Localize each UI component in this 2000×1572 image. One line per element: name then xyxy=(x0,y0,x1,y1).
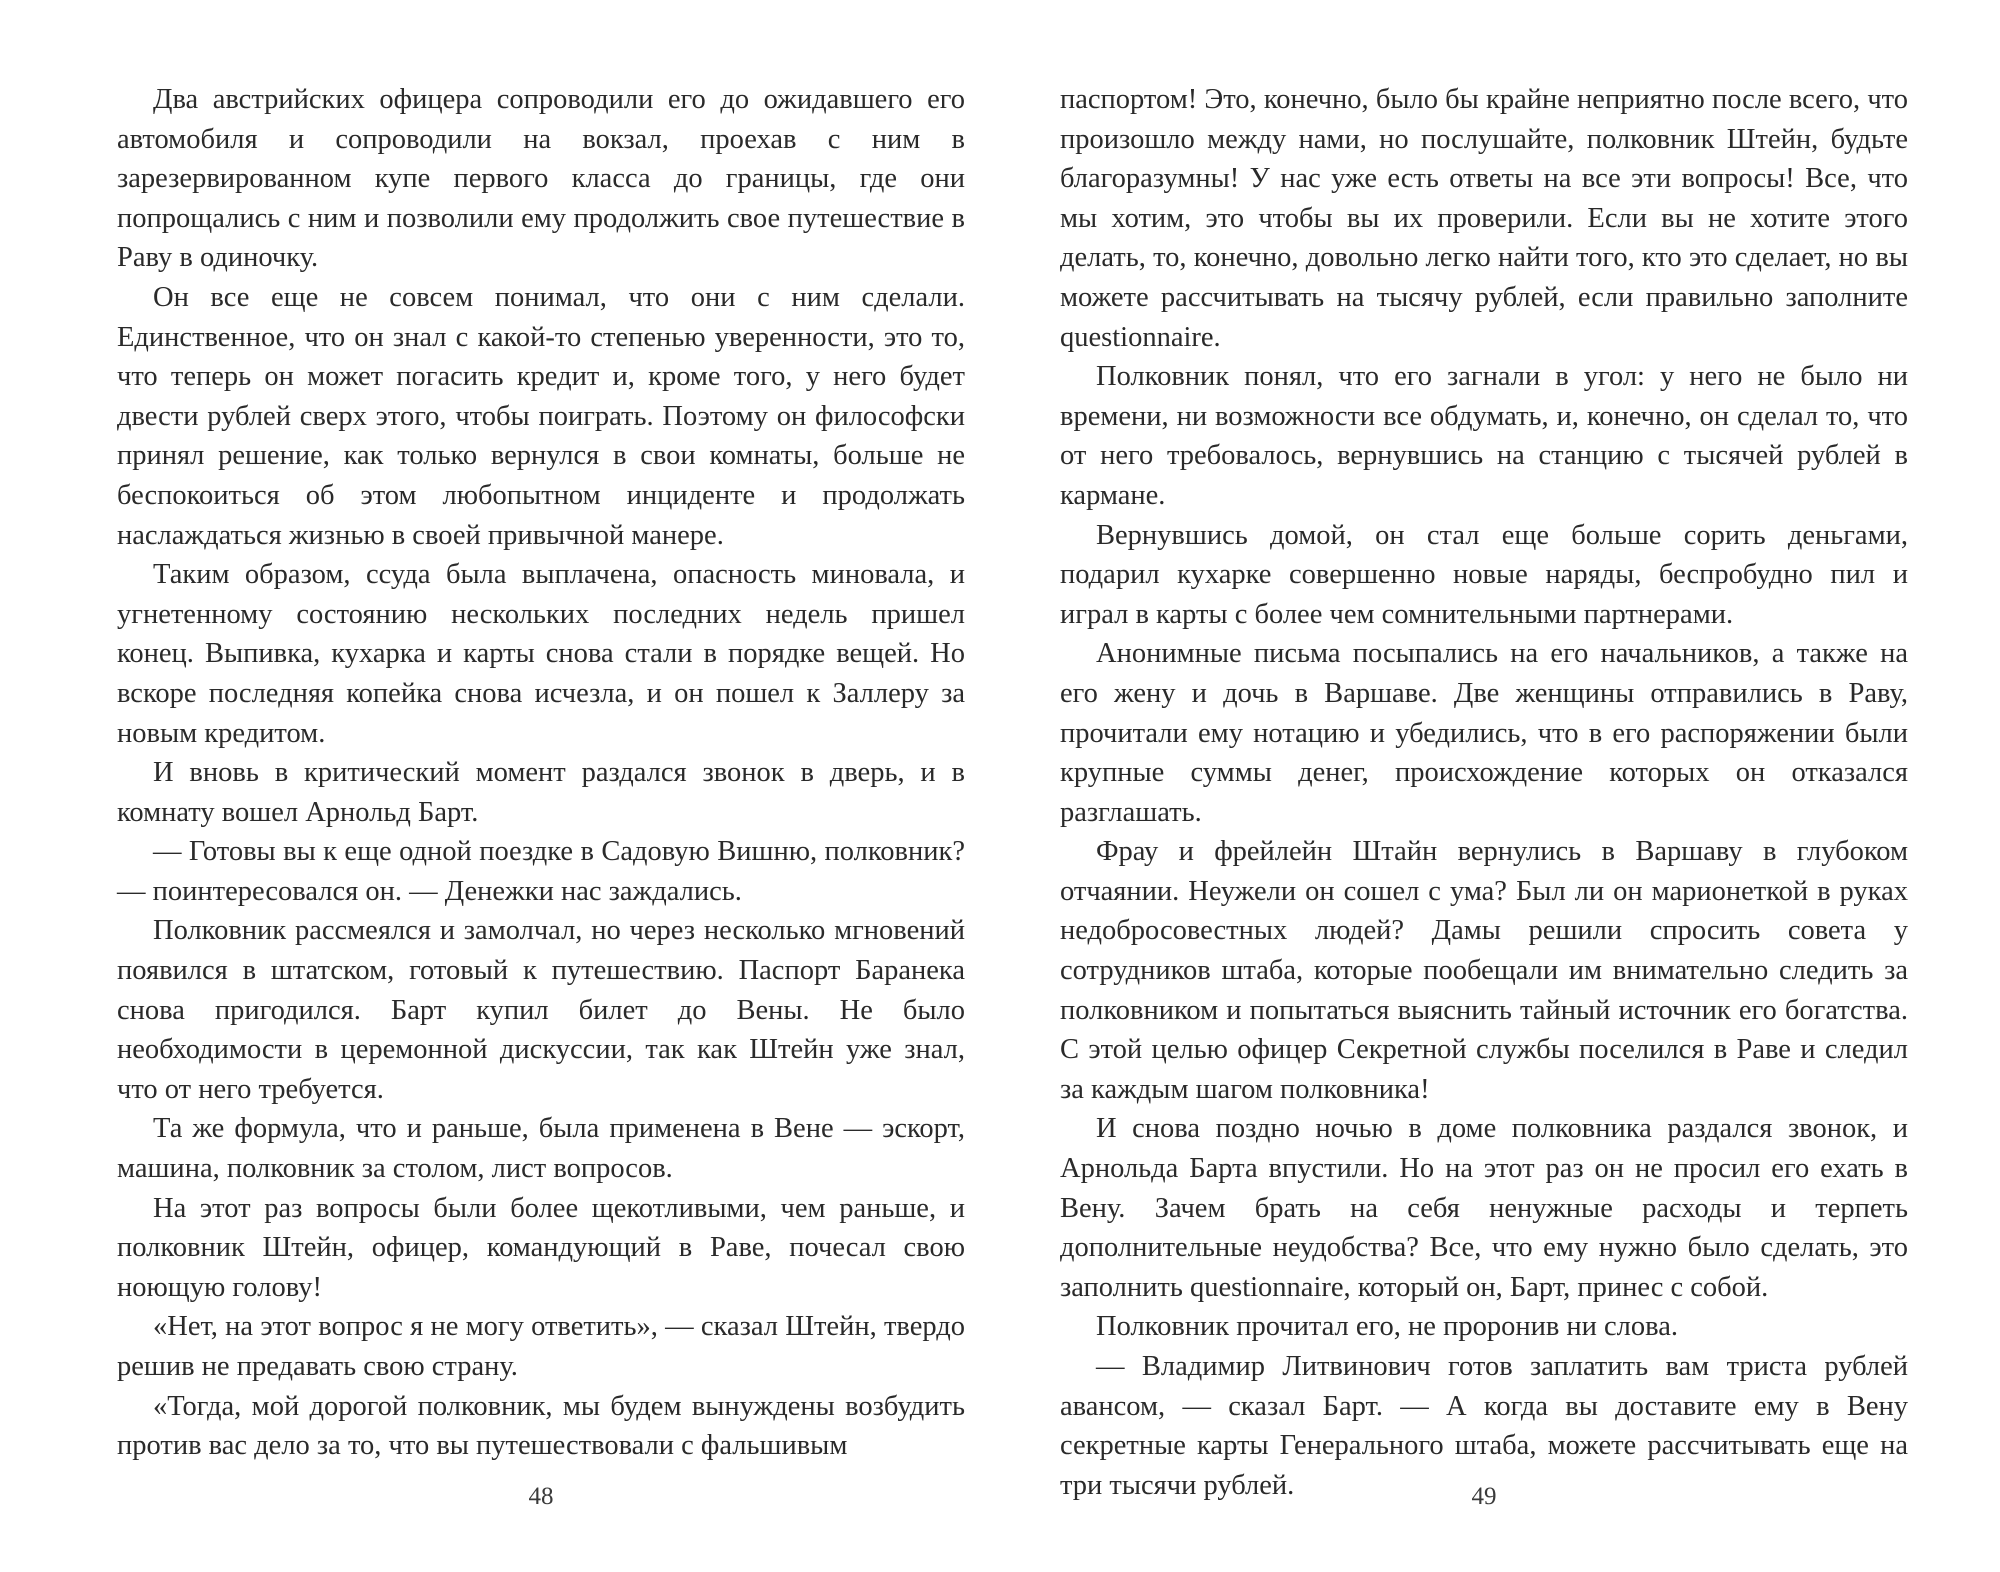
paragraph: Вернувшись домой, он стал еще больше сорить деньгами, подарил кухарке совершенно новые наряды, беспробудно пил и играл в карты с более чем сомнительными партнерами. xyxy=(1060,519,1908,630)
left-page xyxy=(117,80,965,1510)
paragraph: Анонимные письма посыпались на его начальников, а также на его жену и дочь в Варшаве. Две женщины отправились в Раву, прочитали ему нотацию и убедились, что в его распоряжении были крупные суммы денег, происхождение которых он отказался разглашать. xyxy=(1060,638,1908,828)
page-number: 48 xyxy=(528,1483,554,1510)
paragraph: Та же формула, что и раньше, была применена в Вене — эскорт, машина, полковник за столом, лист вопросов. xyxy=(117,1113,965,1185)
paragraph: «Нет, на этот вопрос я не могу ответить», — сказал Штейн, твердо решив не предавать свою страну. xyxy=(117,1311,965,1382)
right-page-text xyxy=(1060,80,1908,1505)
paragraph: Таким образом, ссуда была выплачена, опасность миновала, и угнетенному состоянию нескольких последних недель пришел конец. Выпивка, кухарка и карты снова стали в порядке вещей. Но вскоре последняя копейка снова исчезла, и он пошел к Заллеру за новым кредитом. xyxy=(117,559,965,749)
paragraph: Полковник рассмеялся и замолчал, но через несколько мгновений появился в штатском, готовый к путешествию. Паспорт Баранека снова пригодился. Барт купил билет до Вены. Не было необходимости в церемонной дискуссии, так как Штейн уже знал, что от него требуется. xyxy=(117,915,965,1105)
paragraph: Фрау и фрейлейн Штайн вернулись в Варшаву в глубоком отчаянии. Неужели он сошел с ума? Был ли он марионеткой в руках недобросовестных людей? Дамы решили спросить совета у сотрудников штаба, которые пообещали им внимательно следить за полковником и попытаться выяснить тайный источник его богатства. С этой целью офицер Секретной службы поселился в Раве и следил за каждым шагом полковника! xyxy=(1060,836,1908,1105)
paragraph: И вновь в критический момент раздался звонок в дверь, и в комнату вошел Арнольд Барт. xyxy=(117,757,965,828)
paragraph: На этот раз вопросы были более щекотливыми, чем раньше, и полковник Штейн, офицер, командующий в Раве, почесал свою ноющую голову! xyxy=(117,1192,965,1303)
right-page xyxy=(1060,80,1908,1510)
paragraph-continuation: паспортом! Это, конечно, было бы крайне неприятно после всего, что произошло между нами, но послушайте, полковник Штейн, будьте благоразумны! У нас уже есть ответы на все эти вопросы! Все, что мы хотим, это чтобы вы их проверили. Если вы не хотите этого делать, то, конечно, довольно легко найти того, кто это сделает, но вы можете рассчитывать на тысячу рублей, если правильно заполните questionnaire. xyxy=(1060,84,1908,353)
left-page-text xyxy=(117,80,965,1466)
paragraph: — Владимир Литвинович готов заплатить вам триста рублей авансом, — сказал Барт. — А когда вы доставите ему в Вену секретные карты Генерального штаба, можете рассчитывать еще на три тысячи рублей. xyxy=(1060,1351,1908,1501)
paragraph: Он все еще не совсем понимал, что они с ним сделали. Единственное, что он знал с какой-то степенью уверенности, это то, что теперь он может погасить кредит и, кроме того, у него будет двести рублей сверх этого, чтобы поиграть. Поэтому он философски принял решение, как только вернулся в свои комнаты, больше не беспокоиться об этом любопытном инциденте и продолжать наслаждаться жизнью в своей привычной манере. xyxy=(117,281,965,551)
paragraph: «Тогда, мой дорогой полковник, мы будем вынуждены возбудить против вас дело за то, что вы путешествовали с фальшивым xyxy=(117,1390,965,1462)
paragraph: Полковник понял, что его загнали в угол: у него не было ни времени, ни возможности все обдумать, и, конечно, он сделал то, что от него требовалось, вернувшись на станцию с тысячей рублей в кармане. xyxy=(1060,361,1908,511)
page-number: 49 xyxy=(1471,1483,1497,1510)
paragraph: — Готовы вы к еще одной поездке в Садовую Вишню, полковник? — поинтересовался он. — Денежки нас заждались. xyxy=(117,836,965,907)
paragraph: Два австрийских офицера сопроводили его до ожидавшего его автомобиля и сопроводили на вокзал, проехав с ним в зарезервированном купе первого класса до границы, где они попрощались с ним и позволили ему продолжить свое путешествие в Раву в одиночку. xyxy=(117,84,965,274)
paragraph: И снова поздно ночью в доме полковника раздался звонок, и Арнольда Барта впустили. Но на этот раз он не просил его ехать в Вену. Зачем брать на себя ненужные расходы и терпеть дополнительные неудобства? Все, что ему нужно было сделать, это заполнить questionnaire, который он, Барт, принес с собой. xyxy=(1060,1113,1908,1303)
paragraph: Полковник прочитал его, не проронив ни слова. xyxy=(1096,1311,1679,1343)
